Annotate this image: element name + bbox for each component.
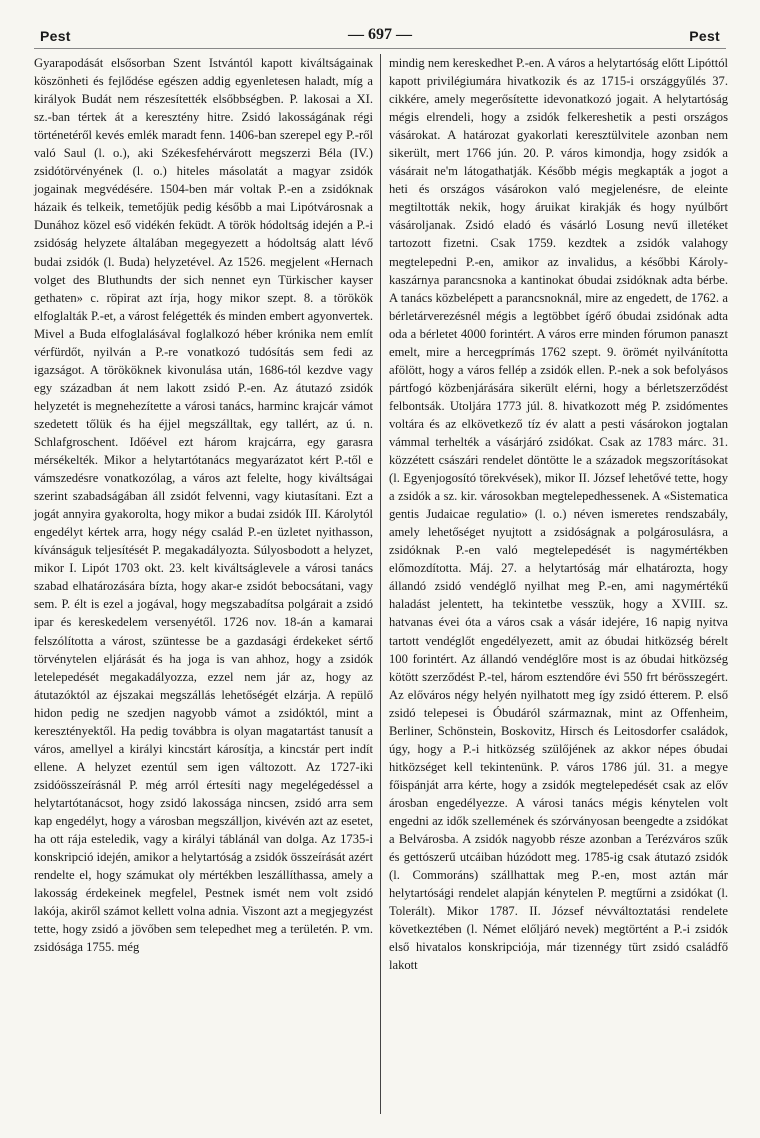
text-column-left (34, 54, 373, 956)
text-column-right (389, 54, 728, 974)
column-divider (380, 54, 381, 1114)
left-column-text: Gyarapodását elsősorban Szent Istvántól kapott kiváltságainak köszönheti és fejlődése egészen addig egyenletesen haladt, míg a királyok Budát nem részesítették elsőbbségben. P. lakosai a XI. sz.-ban tértek át a keresztény hitre. Zsidó lakosságának régi történetéről kevés emlék maradt fenn. 1406-ban szerepel egy P.-ről való Saul (l. o.), aki Székesfehérvárott megszerzi Béla (IV.) zsidótörvényének (l. o.) hiteles másolatát a magyar zsidók jogainak megvédésére. 1504-ben már voltak P.-en a zsidóknak házaik és telkeik, temetőjük pedig később a mai Lipótvárosnak a Dunához közel eső vidékén feküdt. A török hódoltság idején a P.-i zsidóság helyzete általában megegyezett a hódoltság alatt lévő budai zsidók (l. Buda) helyzetével. Az 1526. megjelent «Hernach volget des Bluthundts der sich nennet eyn Türkischer kayser gethaten» c. röpirat azt írja, hogy mikor szept. 8. a törökök elfoglalták P.-et, a várost felégették és minden embert agyonvertek. Mivel a Buda elfoglalásával foglalkozó héber krónika nem említ vérfürdőt, nyilván a P.-re vonatkozó tudósítás sem fedi az igazságot. A törököknek kivonulása után, 1686-tól kezdve vagy egy században át nem lakott zsidó P.-en. Az átutazó zsidók helyzetét is megnehezítette a városi tanács, harminc krajcár vámot szedetett tőlük és ha éjjel megszálltak, egy tallért, az ú. n. Schlafgroschent. Időével ezt három krajcárra, egy garasra mérsékelték. Mikor a helytartótanács megyarázatot kért P.-től e vámszedésre vonatkozólag, a város azt felelte, hogy kiváltságai szerint szabadságában áll zsidót felvenni, vagy kiutasítani. Ezt a jogát annyira gyakorolta, hogy mikor a budai zsidók III. Károlytól engedélyt kértek arra, hogy négy család P.-en üzletet nyithasson, kívánságuk teljesítését P. megakadályozta. Súlyosbodott a helyzet, mikor I. Lipót 1703 okt. 23. kelt kiváltságlevele a városi tanács szabad elhatározására bízta, hogy akar-e zsidót bebocsátani, vagy sem. P. élt is ezel a jogával, hogy megszabadítsa polgárait a zsidó ipar és kereskedelem versenyétől. 1726 nov. 18-án a kamarai felszólította a várost, szüntesse be a gazdasági érdekeket sértő törvénytelen eljárását és ha joga is van ahhoz, hogy a zsidók letelepedését megakadályozza, ezzel nem jár az, hogy az átutazóktól az éjszakai megszállás lehetőségét elzárja. A repülő hidon pedig ne szedjen nagyobb vámot a zsidóktól, mint a keresztényektől. Ha pedig továbbra is olyan magatartást tanusít a város, amellyel a királyi kincstárt károsítja, a kincstár pert indít ellene. A helyzet ezentúl sem igen változott. Az 1727-iki zsidóösszeírásnál P. még arról értesíti nagy megelégedéssel a helytartótanácsot, hogy zsidó lakossága nincsen, zsidó arra sem kap engedélyt, hogy a városban megszálljon, kivévén azt az esetet, ha ott rája esteledik, vagy a királyi táblánál van dolga. Az 1735-i konskripció idején, amikor a helytartóság a zsidók összeírását azért rendelte el, hogy számukat oly mértékben leszállíthassa, amely a lakosság érdekeinek megfelel, Pestnek ismét nem volt zsidó lakója, akiről számot kellett volna adnia. Viszont azt a megjegyzést tette, hogy zsidó a jövőben sem telepedhet meg a területén. P. vm. zsidósága 1755. még (34, 56, 373, 955)
right-column-text: mindig nem kereskedhet P.-en. A város a helytartóság előtt Lipóttól kapott privilégiumára hivatkozik és az 1715-i országgyűlés 37. cikkére, amely megerősítette idevonatkozó jogait. A helytartóság mégis elrendeli, hogy a zsidók felkereshetik a pesti országos vásárokat. A határozat gyakorlati keresztülvitele azonban nem sikerült, mert 1766 jún. 20. P. város kimondja, hogy zsidók a vásárait ne'm látogathatják. Később mégis megkapták a jogot a heti és országos vásárokon való megjelenésre, de eleinte megtiltották nekik, hogy áruikat kirakják és hogy nyúlbőrt vásároljanak. Zsidó eladó és vásárló Losung nevű illetéket tartozott fizetni. Csak 1759. kezdtek a zsidók valahogy megtelepedni P.-en, amikor az invalidus, a későbbi Károly-kaszárnya parancsnoka a kantinokat óbudai zsidóknak adta bérbe. A tanács közbelépett a parancsnoknál, mire az engedett, de 1762. a bérletárverezésnél mégis a legtöbbet ígérő óbudai zsidónak adta oda a bérletet 4000 forintért. A város erre minden fórumon panaszt emelt, mire a hercegprímás 1762 szept. 9. örömét nyilvánította afölött, hogy a város fellép a zsidók ellen. P.-nek a sok befolyásos pártfogó közbenjárására sikerült elérni, hogy a bérletszerződést felbontsák. Utoljára 1773 júl. 8. hivatkozott még P. zsidómentes voltára és az elkövetkező tíz év alatt a pesti vásárokon jogtalan vámmal terhelték a vásárjáró zsidókat. Csak az 1783 márc. 31. közzétett császári rendelet döntötte le a századok megszorításokat (l. Egyenjogosító törekvések), mikor II. József lehetővé tette, hogy a zsidók a sz. kir. városokban megtelepedhessenek. A «Sistematica gentis Judaicae regulatio» (l. o.) néven ismeretes rendszabály, amely lehetőséget nyujtott a zsidóságnak a polgárosulásra, a zsidóknak P.-en való megtelepedését is nagymértékben előmozdította. Máj. 27. a helytartóság már elhatározta, hogy állandó zsidó vendéglő nyilhat meg P.-en, ami nagymértékű haladást jelentett, ha tekintetbe vesszük, hogy a XVIII. sz. hatvanas évei óta a város csak a vásár idejére, 16 napig nyitva tartott vendéglőt engedélyezett, amit az óbudai hitközség bérelt 100 forintért. Az állandó vendéglőre most is az óbudai hitközség kötött szerződést P.-tel, három esztendőre évi 550 frt bérösszegért. Az előváros négy helyén nyilhatott meg így zsidó étterem. P. első zsidó telepesei is Óbudáról származnak, mint az Offenheim, Berliner, Schönstein, Boskovitz, Hirsch és Leitosdorfer családok, úgy, hogy a P.-i hitközség szülőjének az akkor népes óbudai hitközséget kell tekintenünk. P. város 1786 júl. 31. a megye főispánját arra kérte, hogy a zsidók megtelepedését csak az előv árosban engedélyezze. A városi tanács mégis kénytelen volt engedni az idők szellemének és szórványosan beengedte a zsidókat a Belvárosba. A zsidók nagyobb része azonban a Terézváros szűk és gettószerű utcáiban húzódott meg. 1785-ig csak átutazó zsidók (l. Commoráns) szállhattak meg P.-en, most aztán már helytartósági rendelet alapján kénytelen P. megtűrni a zsidókat (l. Tolerált). Mikor 1787. II. József névváltoztatási rendelete következtében (l. Német előljáró nevek) megtörtént a P.-i zsidók első hivatalos konskripciója, már tizennégy türt zsidó családfő lakott (389, 56, 728, 973)
page-number: — 697 — (348, 26, 412, 43)
header-rule (34, 48, 726, 49)
header-right-word: Pest (689, 28, 720, 44)
header-left-word: Pest (40, 28, 71, 44)
running-header (40, 22, 720, 44)
